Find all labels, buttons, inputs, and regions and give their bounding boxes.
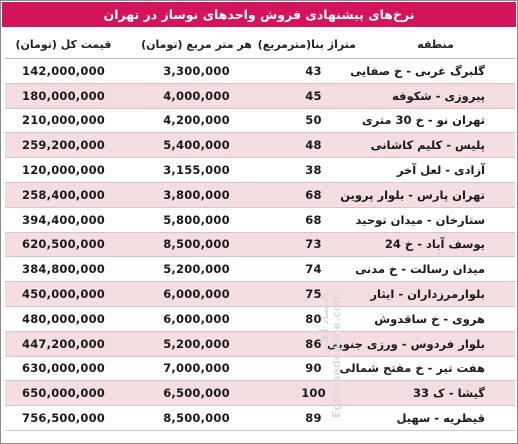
table-row — [5, 381, 515, 406]
cell-total-price: 142,000,000 — [5, 59, 122, 84]
cell-price-per-sqm: 4,200,000 — [122, 108, 271, 133]
cell-region: بلوار فردوس - ورزی جنوبی — [356, 331, 515, 356]
cell-region: گیشا - ک 33 — [356, 381, 515, 406]
table-row — [5, 207, 515, 232]
cell-area: 90 — [271, 356, 356, 381]
cell-total-price: 630,000,000 — [5, 356, 122, 381]
cell-region: آزادی - لعل آخر — [356, 158, 515, 183]
table-row — [5, 182, 515, 207]
cell-area: 48 — [271, 133, 356, 158]
table-row — [5, 257, 515, 282]
table-row — [5, 331, 515, 356]
table-body — [5, 59, 515, 431]
table-row — [5, 356, 515, 381]
cell-price-per-sqm: 4,000,000 — [122, 83, 271, 108]
cell-price-per-sqm: 5,200,000 — [122, 331, 271, 356]
cell-region: تهران نو - خ 30 متری — [356, 108, 515, 133]
table-row — [5, 232, 515, 257]
header-total-price: قیمت کل (تومان) — [5, 30, 122, 59]
cell-area: 45 — [271, 83, 356, 108]
header-row — [5, 30, 515, 59]
table-title: نرخ‌های پیشنهادی فروش واحدهای نوساز در تهران — [2, 2, 516, 27]
cell-area: 75 — [271, 282, 356, 307]
cell-region: هفت تیر - خ مفتح شمالی — [356, 356, 515, 381]
cell-region: میدان رسالت - خ مدنی — [356, 257, 515, 282]
cell-price-per-sqm: 3,300,000 — [122, 59, 271, 84]
cell-price-per-sqm: 6,000,000 — [122, 306, 271, 331]
cell-price-per-sqm: 8,500,000 — [122, 232, 271, 257]
cell-total-price: 447,200,000 — [5, 331, 122, 356]
cell-area: 68 — [271, 182, 356, 207]
table-row — [5, 158, 515, 183]
table-row — [5, 282, 515, 307]
table-row — [5, 406, 515, 431]
cell-total-price: 210,000,000 — [5, 108, 122, 133]
svg-text:Eghtesadonline.com: Eghtesadonline.com — [330, 292, 343, 418]
svg-text:اقتصاد آنلاین: اقتصاد آنلاین — [320, 292, 331, 356]
cell-area: 43 — [271, 59, 356, 84]
cell-total-price: 180,000,000 — [5, 83, 122, 108]
table-row — [5, 133, 515, 158]
cell-region: یوسف آباد - خ 24 — [356, 232, 515, 257]
cell-region: تهران پارس - بلوار پروین — [356, 182, 515, 207]
prices-table — [5, 30, 515, 431]
cell-price-per-sqm: 3,155,000 — [122, 158, 271, 183]
cell-area: 89 — [271, 406, 356, 431]
cell-price-per-sqm: 5,200,000 — [122, 257, 271, 282]
cell-price-per-sqm: 3,800,000 — [122, 182, 271, 207]
table-row — [5, 306, 515, 331]
header-price-per-sqm: هر متر مربع (تومان) — [122, 30, 271, 59]
table-row — [5, 108, 515, 133]
cell-region: قیطریه - سهیل — [356, 406, 515, 431]
cell-total-price: 120,000,000 — [5, 158, 122, 183]
cell-price-per-sqm: 6,000,000 — [122, 282, 271, 307]
cell-area: 50 — [271, 108, 356, 133]
cell-price-per-sqm: 8,500,000 — [122, 406, 271, 431]
cell-total-price: 480,000,000 — [5, 306, 122, 331]
cell-price-per-sqm: 5,800,000 — [122, 207, 271, 232]
cell-price-per-sqm: 5,400,000 — [122, 133, 271, 158]
cell-price-per-sqm: 6,500,000 — [122, 381, 271, 406]
table-row — [5, 59, 515, 84]
cell-region: گلبرگ غربی - خ صفایی — [356, 59, 515, 84]
cell-area: 80 — [271, 306, 356, 331]
table-row — [5, 83, 515, 108]
cell-price-per-sqm: 7,000,000 — [122, 356, 271, 381]
cell-area: 68 — [271, 207, 356, 232]
cell-total-price: 258,400,000 — [5, 182, 122, 207]
cell-region: ستارخان - میدان توحید — [356, 207, 515, 232]
cell-area: 38 — [271, 158, 356, 183]
cell-area: 73 — [271, 232, 356, 257]
cell-region: بلوارمرزداران - ایثار — [356, 282, 515, 307]
cell-total-price: 650,000,000 — [5, 381, 122, 406]
cell-total-price: 620,500,000 — [5, 232, 122, 257]
cell-total-price: 259,200,000 — [5, 133, 122, 158]
cell-total-price: 394,400,000 — [5, 207, 122, 232]
cell-area: 100 — [271, 381, 356, 406]
cell-region: پیروزی - شکوفه — [356, 83, 515, 108]
header-area: متراژ بنا(مترمربع) — [271, 30, 356, 59]
cell-total-price: 450,000,000 — [5, 282, 122, 307]
cell-region: هروی - خ ساقدوش — [356, 306, 515, 331]
cell-region: پلیس - کلیم کاشانی — [356, 133, 515, 158]
cell-area: 86 — [271, 331, 356, 356]
cell-total-price: 384,800,000 — [5, 257, 122, 282]
header-region: منطقه — [356, 30, 515, 59]
cell-area: 74 — [271, 257, 356, 282]
cell-total-price: 756,500,000 — [5, 406, 122, 431]
